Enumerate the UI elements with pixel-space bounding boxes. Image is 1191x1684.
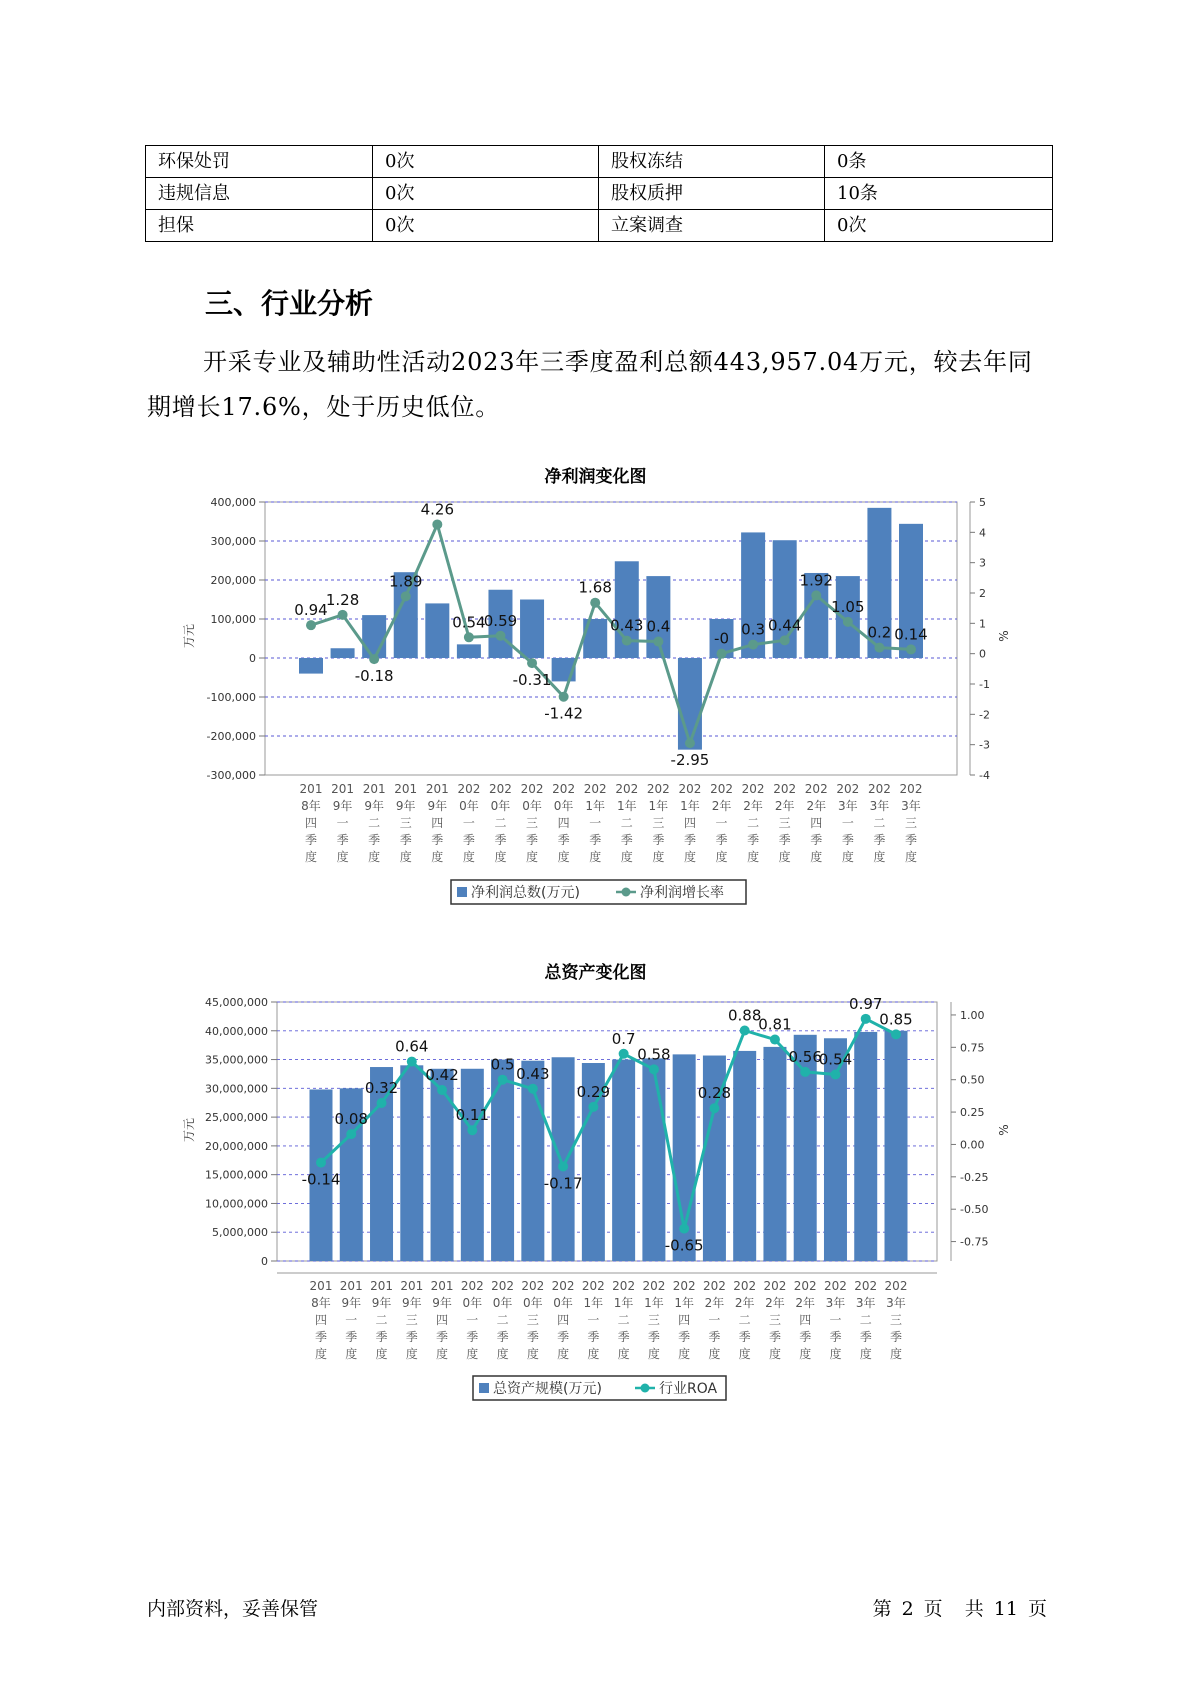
- data-label: -0.31: [512, 671, 552, 690]
- bar: [491, 1060, 514, 1261]
- x-tick-label: 201 8年四季度: [299, 782, 323, 864]
- y2-tick-label: 2: [979, 587, 986, 600]
- table-cell: 10条: [825, 178, 1053, 210]
- chart1-title: 净利润变化图: [544, 467, 647, 487]
- table-cell: 股权冻结: [599, 146, 825, 178]
- legend-bar-swatch: [479, 1383, 489, 1393]
- data-label: 0.64: [395, 1037, 429, 1056]
- bar: [763, 1047, 786, 1261]
- x-tick-label: 201 9年一季度: [331, 782, 355, 864]
- x-tick-label: 201 8年四季度: [309, 1279, 333, 1361]
- total-prefix: 共: [964, 1598, 984, 1620]
- data-label: 1.05: [831, 597, 865, 616]
- x-tick-label: 202 1年三季度: [642, 1279, 666, 1361]
- table-cell: 0次: [373, 210, 599, 242]
- x-tick-label: 202 0年四季度: [551, 1279, 575, 1361]
- data-label: 1.68: [578, 578, 612, 597]
- y-tick-label: 400,000: [210, 496, 256, 509]
- bar: [400, 1065, 423, 1261]
- y-tick-label: 300,000: [210, 535, 256, 548]
- data-label: 0.94: [294, 601, 328, 620]
- x-tick-label: 202 0年一季度: [457, 782, 481, 864]
- x-tick-label: 202 0年三季度: [521, 1279, 545, 1361]
- table-cell: 违规信息: [146, 178, 373, 210]
- x-tick-label: 202 2年一季度: [710, 782, 733, 864]
- y-axis-label: 万元: [182, 623, 196, 649]
- y-tick-label: 5,000,000: [212, 1226, 268, 1240]
- data-label: 0.7: [611, 1029, 636, 1048]
- x-tick-label: 202 0年一季度: [460, 1279, 484, 1361]
- chart2-title: 总资产变化图: [544, 963, 647, 983]
- line-point: [619, 1049, 629, 1059]
- line-point: [830, 1070, 840, 1080]
- y2-tick-label: 5: [979, 496, 986, 509]
- analysis-paragraph: 开采专业及辅助性活动2023年三季度盈利总额443,957.04万元，较去年同期增长17.6%，处于历史低位。: [147, 348, 1033, 421]
- bar: [552, 1057, 575, 1261]
- x-tick-label: 202 2年一季度: [702, 1279, 726, 1361]
- x-tick-label: 201 9年三季度: [400, 1279, 424, 1361]
- y2-tick-label: 0.25: [960, 1106, 985, 1120]
- x-tick-label: 202 3年二季度: [867, 782, 891, 864]
- legend-line-label: 净利润增长率: [640, 885, 724, 901]
- data-label: 0.32: [364, 1079, 399, 1098]
- data-label: 0.42: [425, 1066, 459, 1085]
- y-tick-label: 45,000,000: [205, 996, 268, 1009]
- legend-line-label: 行业ROA: [659, 1381, 718, 1397]
- data-label: 0.43: [610, 616, 644, 635]
- data-label: 0.54: [818, 1050, 853, 1069]
- data-label: 0.97: [849, 994, 883, 1013]
- data-label: 1.89: [389, 572, 423, 591]
- line-point: [558, 1161, 568, 1171]
- page-unit: 页: [923, 1598, 943, 1620]
- data-label: 1.92: [799, 571, 833, 590]
- x-tick-label: 202 3年三季度: [899, 782, 923, 864]
- y2-tick-label: -4: [979, 769, 990, 782]
- data-label: -0.14: [301, 1170, 341, 1189]
- data-label: 0.85: [879, 1010, 913, 1029]
- bar: [733, 1051, 756, 1261]
- line-point: [498, 1075, 508, 1085]
- x-tick-label: 202 3年一季度: [824, 1279, 847, 1361]
- x-tick-label: 202 0年三季度: [520, 782, 544, 864]
- y-tick-label: 25,000,000: [205, 1111, 268, 1125]
- x-tick-label: 202 1年一季度: [581, 1279, 605, 1361]
- x-tick-label: 202 2年二季度: [741, 782, 765, 864]
- y2-tick-label: -2: [979, 708, 990, 722]
- x-tick-label: 201 9年四季度: [430, 1279, 454, 1361]
- x-tick-label: 201 9年四季度: [425, 782, 449, 864]
- y2-tick-label: -3: [979, 738, 990, 752]
- x-tick-label: 202 2年三季度: [763, 1279, 787, 1361]
- y-tick-label: 35,000,000: [205, 1053, 268, 1067]
- section-heading: 三、行业分析: [205, 287, 374, 320]
- x-tick-label: 202 1年二季度: [615, 782, 639, 864]
- line-point: [377, 1098, 387, 1108]
- x-tick-label: 202 2年三季度: [773, 782, 797, 864]
- data-label: 0.4: [646, 617, 671, 636]
- y-tick-label: -200,000: [206, 730, 256, 743]
- table-cell: 环保处罚: [146, 146, 373, 178]
- table-cell: 0次: [373, 178, 599, 210]
- line-point: [588, 1102, 598, 1112]
- x-tick-label: 202 2年四季度: [793, 1279, 817, 1361]
- line-point: [407, 1057, 417, 1067]
- table-cell: 立案调查: [599, 210, 825, 242]
- data-label: 0.14: [894, 625, 928, 644]
- line-point: [346, 1129, 356, 1139]
- data-label: 0.29: [576, 1082, 611, 1101]
- table-cell: 0次: [825, 210, 1053, 242]
- y2-axis-label: %: [997, 1124, 1011, 1136]
- page-number: 2: [901, 1598, 914, 1620]
- x-tick-label: 202 3年二季度: [854, 1279, 878, 1361]
- x-tick-label: 202 2年四季度: [804, 782, 828, 864]
- data-label: 0.81: [758, 1015, 792, 1034]
- footer-page-info: [868, 1594, 1052, 1621]
- y2-tick-label: 3: [979, 556, 986, 570]
- line-point: [437, 1085, 447, 1095]
- y-tick-label: -100,000: [206, 691, 256, 704]
- line-point: [467, 1125, 477, 1135]
- bar: [642, 1058, 665, 1261]
- x-tick-label: 201 9年一季度: [339, 1279, 363, 1361]
- y-tick-label: 0: [261, 1255, 268, 1268]
- line-point: [709, 1103, 719, 1113]
- total-pages: 11: [993, 1598, 1018, 1620]
- y2-tick-label: -0.50: [960, 1203, 989, 1217]
- bar: [461, 1069, 484, 1261]
- table-cell: 股权质押: [599, 178, 825, 210]
- y2-tick-label: -1: [979, 678, 990, 691]
- line-point: [891, 1029, 901, 1039]
- line-point: [740, 1025, 750, 1035]
- y2-tick-label: -0.25: [960, 1170, 989, 1184]
- data-label: 0.43: [516, 1064, 550, 1083]
- line-point: [649, 1064, 659, 1074]
- total-unit: 页: [1027, 1598, 1047, 1620]
- x-tick-label: 202 0年二季度: [489, 782, 512, 864]
- x-tick-label: 201 9年二季度: [362, 782, 386, 864]
- data-label: 0.56: [788, 1047, 822, 1066]
- y-tick-label: 20,000,000: [205, 1139, 268, 1153]
- data-label: -0.18: [354, 667, 394, 686]
- footer-confidential: 内部资料，妥善保管: [147, 1598, 319, 1620]
- y2-tick-label: 0: [979, 647, 986, 661]
- table-cell: 0次: [373, 146, 599, 178]
- y-tick-label: 10,000,000: [205, 1197, 268, 1211]
- data-label: 4.26: [420, 500, 455, 519]
- y2-tick-label: 0.00: [960, 1138, 985, 1152]
- data-label: 0.28: [697, 1084, 732, 1103]
- line-point: [316, 1158, 326, 1168]
- y2-tick-label: 1.00: [960, 1008, 985, 1022]
- y2-tick-label: 0.75: [960, 1041, 985, 1055]
- data-label: 0.44: [767, 616, 802, 635]
- data-label: 0.88: [727, 1006, 762, 1025]
- data-label: 0.08: [334, 1110, 368, 1129]
- y2-tick-label: 0.50: [960, 1073, 985, 1087]
- legend-bar-label: 总资产规模(万元): [493, 1381, 602, 1397]
- data-label: 0.59: [483, 611, 518, 630]
- x-tick-label: 202 1年四季度: [678, 782, 702, 864]
- data-label: -0.17: [543, 1174, 583, 1193]
- line-point: [861, 1014, 871, 1024]
- x-tick-label: 202 0年二季度: [491, 1279, 515, 1361]
- data-label: 0.2: [867, 623, 892, 642]
- y-tick-label: 30,000,000: [205, 1082, 268, 1096]
- legend-line-marker: [641, 1384, 650, 1393]
- page-prefix: 第: [872, 1598, 892, 1620]
- table-cell: 担保: [146, 210, 373, 242]
- data-label: -0.65: [664, 1236, 704, 1255]
- x-tick-label: 202 1年二季度: [612, 1279, 636, 1361]
- x-tick-label: 202 3年三季度: [884, 1279, 908, 1361]
- table-cell: 0条: [825, 146, 1053, 178]
- line-point: [800, 1067, 810, 1077]
- bar: [885, 1031, 908, 1261]
- y2-tick-label: 4: [979, 526, 986, 540]
- y2-tick-label: -0.75: [960, 1235, 989, 1249]
- x-tick-label: 202 1年四季度: [672, 1279, 696, 1361]
- data-label: 1.28: [325, 590, 360, 609]
- y-tick-label: 40,000,000: [205, 1024, 268, 1038]
- line-point: [528, 1084, 538, 1094]
- y-tick-label: 100,000: [210, 613, 256, 626]
- x-tick-label: 202 1年一季度: [583, 782, 607, 864]
- legend-bar-label: 净利润总数(万元): [471, 885, 580, 901]
- data-label: 0.11: [455, 1106, 490, 1125]
- line-point: [679, 1224, 689, 1234]
- y-tick-label: 0: [249, 652, 256, 665]
- x-tick-label: 202 3年一季度: [836, 782, 860, 864]
- x-tick-label: 201 9年二季度: [370, 1279, 393, 1361]
- x-tick-label: 202 1年三季度: [646, 782, 670, 864]
- x-tick-label: 202 0年四季度: [552, 782, 576, 864]
- bar: [431, 1069, 454, 1261]
- y-tick-label: 15,000,000: [205, 1168, 268, 1182]
- data-label: -1.42: [544, 704, 584, 723]
- bar: [612, 1060, 635, 1261]
- x-tick-label: 201 9年三季度: [394, 782, 418, 864]
- data-label: 0.3: [741, 620, 766, 639]
- data-label: 0.54: [452, 613, 486, 632]
- y2-axis-label: %: [997, 630, 1011, 642]
- y-tick-label: 200,000: [210, 574, 256, 587]
- y2-tick-label: 1: [979, 617, 986, 631]
- y-tick-label: -300,000: [206, 769, 256, 782]
- x-tick-label: 202 2年二季度: [733, 1279, 757, 1361]
- line-point: [770, 1035, 780, 1045]
- data-label: 0.5: [490, 1055, 515, 1074]
- data-label: -2.95: [670, 751, 710, 770]
- data-label: 0.58: [637, 1045, 671, 1064]
- y-axis-label: 万元: [182, 1117, 196, 1143]
- bar: [854, 1032, 877, 1261]
- data-label: -0: [714, 629, 730, 648]
